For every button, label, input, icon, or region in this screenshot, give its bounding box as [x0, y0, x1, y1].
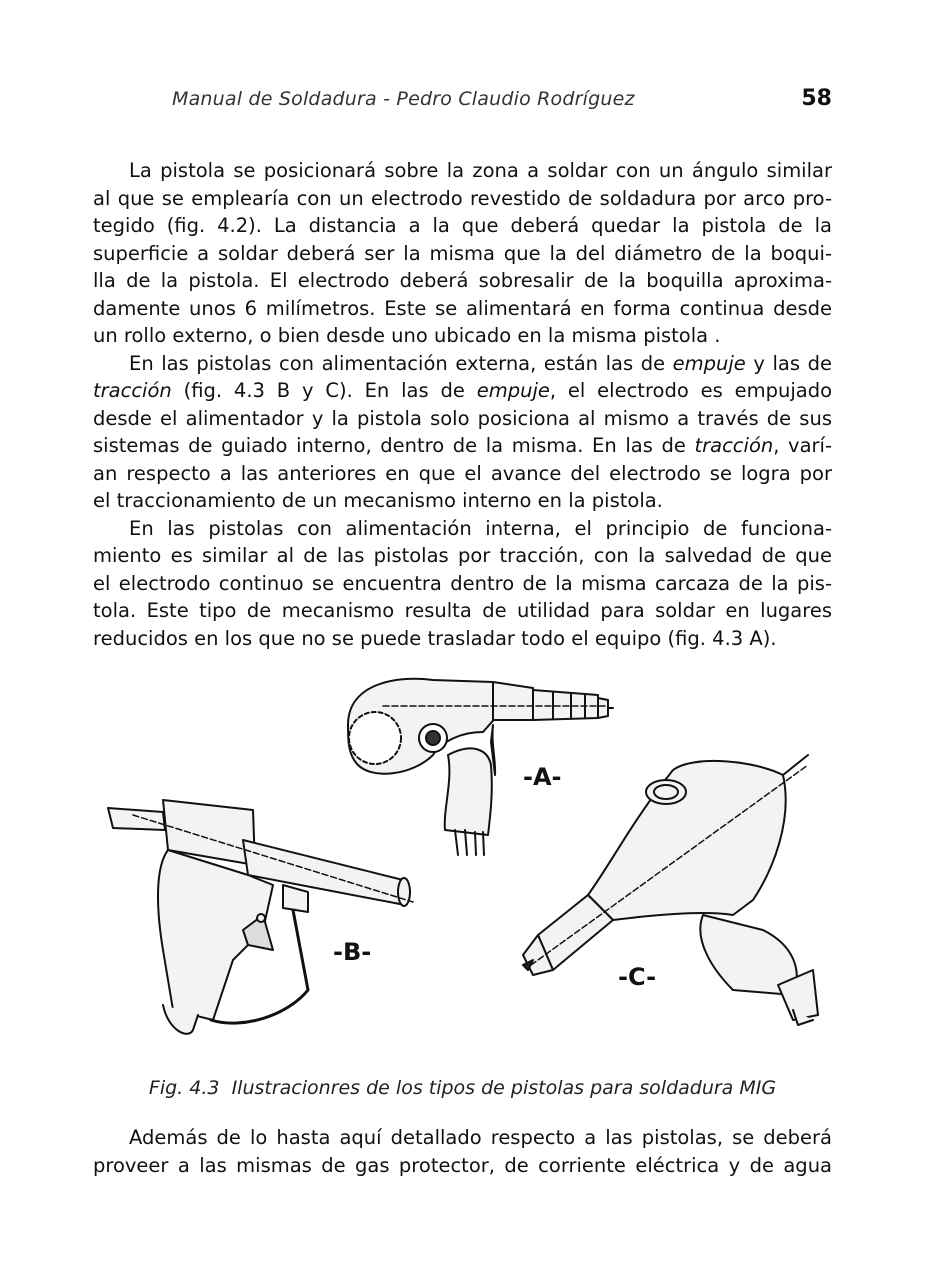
text-line: tracción (fig. 4.3 B y C). En las de empuje, el electrodo es empujado — [93, 379, 833, 402]
figure-welding-guns — [93, 670, 832, 1060]
figure-label-b: -B- — [333, 938, 372, 966]
figure-label-a: -A- — [523, 763, 562, 791]
text-line: el electrodo continuo se encuentra dentro de la misma carcaza de la pis- — [93, 571, 832, 595]
gun-c-drawing — [523, 755, 818, 1025]
text-line: un rollo externo, o bien desde uno ubicado en la misma pistola . — [93, 324, 721, 347]
caption-text: Ilustracionres de los tipos de pistolas para soldadura MIG — [231, 1077, 777, 1099]
text-line: reducidos en los que no se puede trasladar todo el equipo (fig. 4.3 A). — [93, 626, 777, 650]
text-line: tola. Este tipo de mecanismo resulta de utilidad para soldar en lugares — [93, 599, 832, 622]
text-line: En las pistolas con alimentación interna, el principio de funciona- — [129, 516, 832, 540]
text-line: tegido (fig. 4.2). La distancia a la que deberá quedar la pistola de la — [93, 214, 832, 237]
gun-a-drawing — [348, 679, 613, 855]
caption-fig-number: Fig. 4.3 — [148, 1077, 220, 1099]
text-line: an respecto a las anteriores en que el avance del electrodo se logra por — [93, 461, 832, 485]
running-title: Manual de Soldadura - Pedro Claudio Rodríguez — [172, 88, 635, 110]
paragraph-2 — [93, 350, 832, 515]
figure-label-c: -C- — [618, 963, 657, 991]
text-line: al que se emplearía con un electrodo revestido de soldadura por arco pro- — [93, 186, 832, 210]
text-line: lla de la pistola. El electrodo deberá sobresalir de la boquilla aproxima- — [93, 269, 832, 292]
paragraph-3 — [93, 515, 832, 653]
figure-caption — [93, 1077, 832, 1099]
welding-guns-illustration — [93, 670, 832, 1060]
text-line: superficie a soldar deberá ser la misma que la del diámetro de la boqui- — [93, 241, 832, 265]
text-line: Además de lo hasta aquí detallado respecto a las pistolas, se deberá — [129, 1126, 832, 1149]
page-header — [172, 88, 832, 118]
page-number: 58 — [801, 86, 832, 111]
gun-b-drawing — [108, 800, 413, 1034]
text-line: damente unos 6 milímetros. Este se alimentará en forma continua desde — [93, 296, 832, 320]
paragraph-4 — [93, 1124, 832, 1179]
text-line: sistemas de guiado interno, dentro de la misma. En las de tracción, varí- — [93, 434, 832, 457]
text-line: el traccionamiento de un mecanismo interno en la pistola. — [93, 489, 663, 512]
text-line: La pistola se posicionará sobre la zona a soldar con un ángulo similar — [129, 159, 832, 182]
paragraph-1 — [93, 157, 832, 350]
text-line: miento es similar al de las pistolas por tracción, con la salvedad de que — [93, 544, 832, 567]
text-line: En las pistolas con alimentación externa, están las de empuje y las de — [129, 351, 832, 375]
text-line: desde el alimentador y la pistola solo posiciona al mismo a través de sus — [93, 406, 832, 430]
text-line: proveer a las mismas de gas protector, de corriente eléctrica y de agua — [93, 1153, 832, 1177]
